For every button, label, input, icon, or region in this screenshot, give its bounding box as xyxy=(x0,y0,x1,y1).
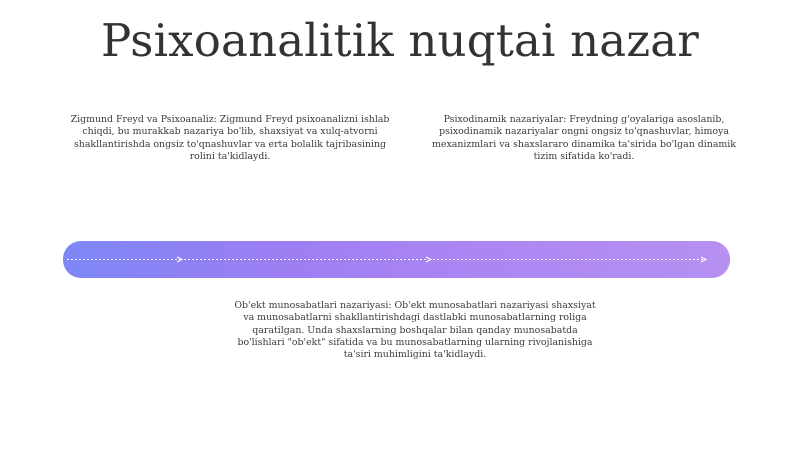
arrow-right-icon xyxy=(426,257,431,262)
timeline-bar xyxy=(63,241,730,278)
note-freud-psychoanalysis: Zigmund Freyd va Psixoanaliz: Zigmund Freyd psixoanalizni ishlab chiqdi, bu murakkab nazariya bo'lib, shaxsiyat va xulq-atvorni shakllantirishda ongsiz to'qnashuvlar va erta bolalik tajribasining rolini ta'kidlaydi. xyxy=(70,114,390,162)
note-psychodynamic-theories: Psixodinamik nazariyalar: Freydning g'oyalariga asoslanib, psixodinamik nazariyalar ongni ongsiz to'qnashuvlar, himoya mexanizmlari va shaxslararo dinamika ta'sirida bo'lgan dinamik tizim sifatida ko'radi. xyxy=(432,114,736,162)
page-title: Psixoanalitik nuqtai nazar xyxy=(101,14,699,67)
timeline-arrows xyxy=(63,241,730,278)
note-object-relations: Ob'ekt munosabatlari nazariyasi: Ob'ekt munosabatlari nazariyasi shaxsiyat va munosabatlarni shakllantirishdagi dastlabki munosabatlarning roliga qaratilgan. Unda shaxslarning boshqalar bilan qanday munosabatda bo'lishlari "ob'ekt" sifatida va bu munosabatlarning ularning rivojlanishiga ta'siri muhimligini ta'kidlaydi. xyxy=(234,300,596,361)
